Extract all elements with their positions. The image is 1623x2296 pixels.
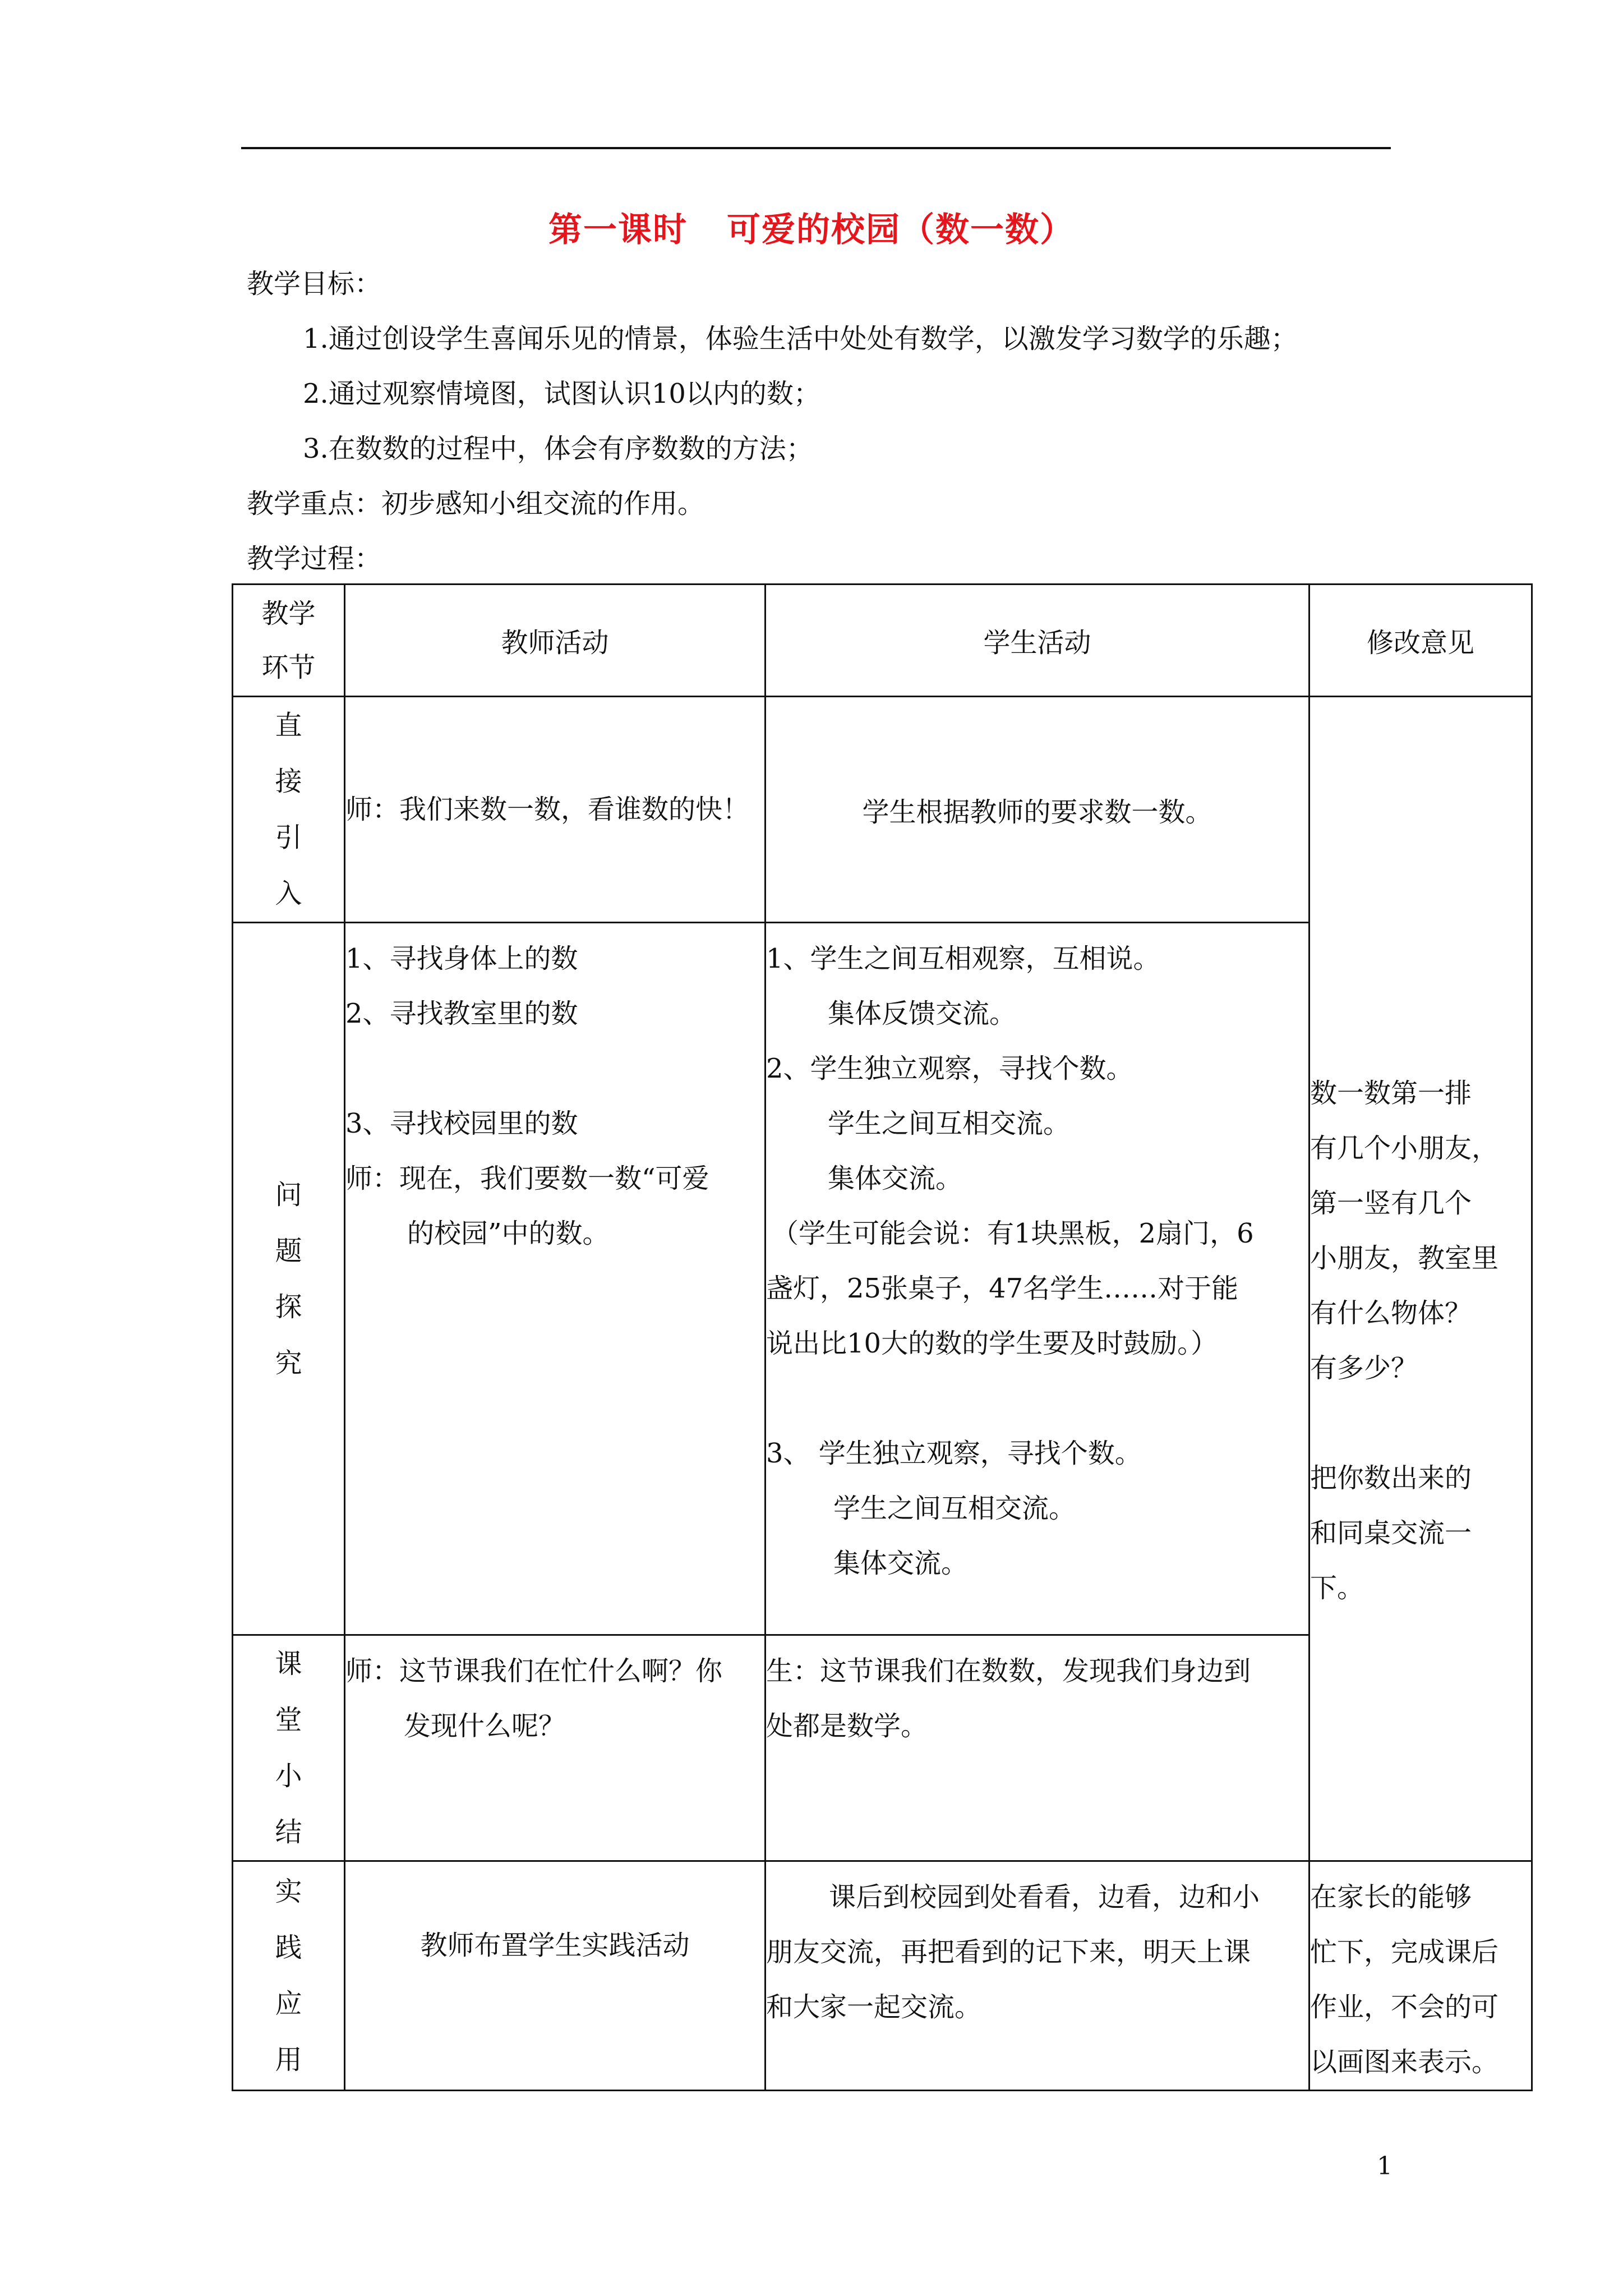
header-student: 学生活动 (766, 585, 1310, 697)
header-teacher: 教师活动 (345, 585, 766, 697)
table-row (233, 697, 1532, 923)
teacher-activity-intro: 师：我们来数一数，看谁数的快！ (345, 697, 766, 923)
table-row (233, 1861, 1532, 2091)
goal-3: 3.在数数的过程中，体会有序数数的方法； (303, 433, 813, 464)
student-activity-explore: 1、学生之间互相观察，互相说。 集体反馈交流。 2、学生独立观察，寻找个数。 学生之间互相交流。 集体交流。 （学生可能会说：有1块黑板，2扇门，6 盏灯，25张桌子，47名学生……对于能 说出比10大的数的学生要及时鼓励。） 3、 学生独立观察，寻找个数。 学生之间互相交流。 集体交流。 (766, 923, 1310, 1635)
stage-practice: 实 践 应 用 (233, 1861, 345, 2091)
teacher-activity-explore: 1、寻找身体上的数 2、寻找教室里的数 3、寻找校园里的数 师：现在，我们要数一数“可爱 的校园”中的数。 (345, 923, 766, 1635)
key-point: 教学重点：初步感知小组交流的作用。 (247, 488, 705, 519)
lesson-plan-table (232, 583, 1533, 2091)
notes-cell-a: 数一数第一排 有几个小朋友， 第一竖有几个 小朋友，教室里 有什么物体？ 有多少？ 把你数出来的 和同桌交流一 下。 (1310, 697, 1532, 1861)
process-label: 教学过程： (247, 543, 382, 574)
goals-label: 教学目标： (247, 268, 382, 300)
header-notes: 修改意见 (1310, 585, 1532, 697)
lesson-title (0, 203, 1623, 251)
teacher-activity-practice: 教师布置学生实践活动 (345, 1861, 766, 2091)
goal-1: 1.通过创设学生喜闻乐见的情景，体验生活中处处有数学，以激发学习数学的乐趣； (303, 323, 1298, 355)
student-activity-intro: 学生根据教师的要求数一数。 (766, 697, 1310, 923)
student-activity-summary: 生：这节课我们在数数，发现我们身边到 处都是数学。 (766, 1635, 1310, 1861)
notes-cell-b: 在家长的能够 忙下，完成课后 作业，不会的可 以画图来表示。 (1310, 1861, 1532, 2091)
student-activity-practice: 课后到校园到处看看，边看，边和小 朋友交流，再把看到的记下来，明天上课 和大家一起交流。 (766, 1861, 1310, 2091)
stage-intro: 直 接 引 入 (233, 697, 345, 923)
goal-2: 2.通过观察情境图，试图认识10以内的数； (303, 378, 820, 409)
header-stage: 教学 环节 (233, 585, 345, 697)
title-part-1: 第一课时 (548, 210, 688, 250)
table-header-row (233, 585, 1532, 697)
title-part-2: 可爱的校园（数一数） (727, 210, 1075, 250)
page-number: 1 (1377, 2152, 1393, 2180)
stage-summary: 课 堂 小 结 (233, 1635, 345, 1861)
stage-explore: 问 题 探 究 (233, 923, 345, 1635)
header-rule (241, 147, 1391, 149)
teacher-activity-summary: 师：这节课我们在忙什么啊？你 发现什么呢？ (345, 1635, 766, 1861)
